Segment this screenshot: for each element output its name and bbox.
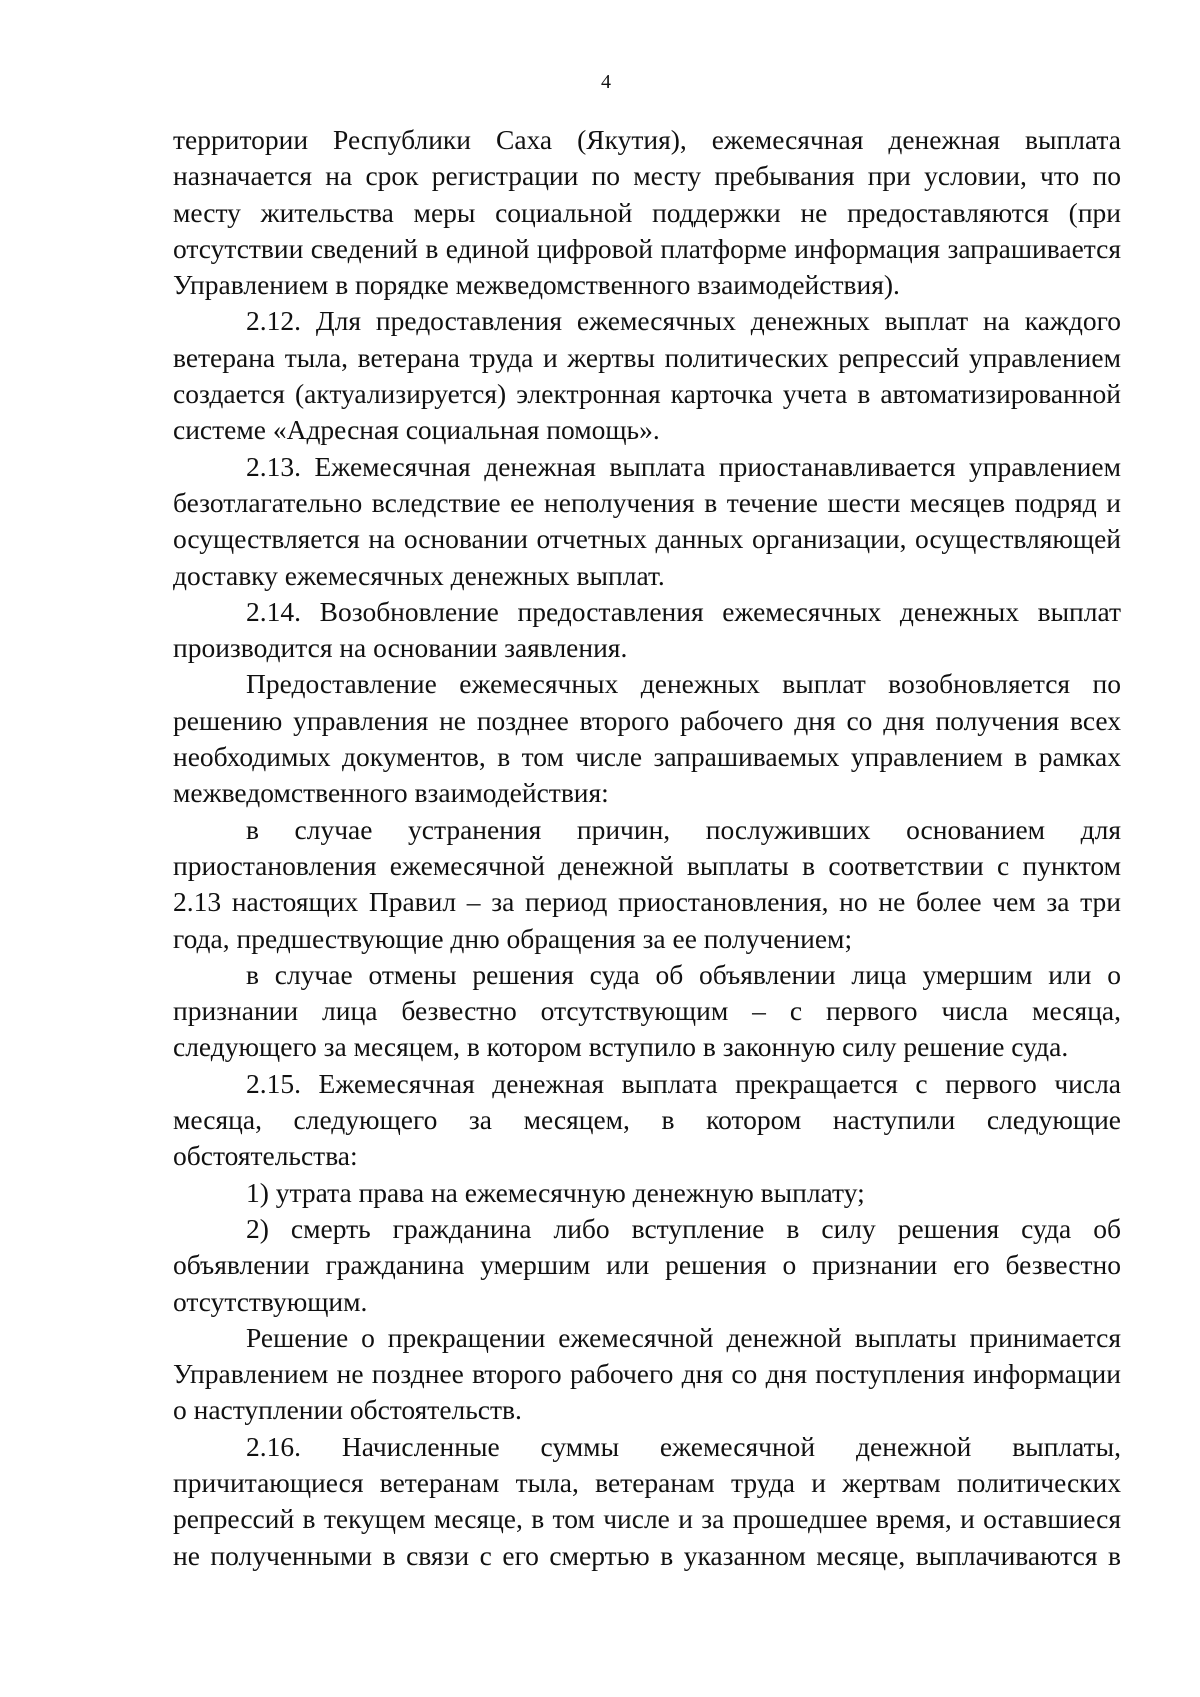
paragraph-2-15: 2.15. Ежемесячная денежная выплата прекращается с первого числа месяца, следующего за месяцем, в котором наступили следующие обстоятельства:	[173, 1067, 1121, 1172]
paragraph-continuation: территории Республики Саха (Якутия), ежемесячная денежная выплата назначается на срок регистрации по месту пребывания при условии, что по месту жительства меры социальной поддержки не предоставляются (при отсутствии сведений в единой цифровой платформе информация запрашивается Управлением в порядке межведомственного взаимодействия).	[173, 124, 1121, 301]
document-body	[173, 122, 1121, 1574]
paragraph-case-elimination: в случае устранения причин, послуживших основанием для приостановления ежемесячной денежной выплаты в соответствии с пунктом 2.13 настоящих Правил – за период приостановления, но не более чем за три года, предшествующие дню обращения за ее получением;	[173, 813, 1121, 954]
paragraph-2-12: 2.12. Для предоставления ежемесячных денежных выплат на каждого ветерана тыла, ветерана труда и жертвы политических репрессий управлением создается (актуализируется) электронная карточка учета в автоматизированной системе «Адресная социальная помощь».	[173, 305, 1121, 446]
page-number: 4	[601, 71, 611, 93]
list-item-1: 1) утрата права на ежемесячную денежную выплату;	[246, 1176, 865, 1208]
paragraph-2-13: 2.13. Ежемесячная денежная выплата приостанавливается управлением безотлагательно вследствие ее неполучения в течение шести месяцев подряд и осуществляется на основании отчетных данных организации, осуществляющей доставку ежемесячных денежных выплат.	[173, 450, 1121, 591]
paragraph-2-14: 2.14. Возобновление предоставления ежемесячных денежных выплат производится на основании заявления.	[173, 595, 1121, 664]
paragraph-2-16: 2.16. Начисленные суммы ежемесячной денежной выплаты, причитающиеся ветеранам тыла, ветеранам труда и жертвам политических репрессий в текущем месяце, в том числе и за прошедшее время, и оставшиеся не полученными в связи с его смертью в указанном месяце, выплачиваются в	[173, 1430, 1121, 1571]
list-item-2: 2) смерть гражданина либо вступление в силу решения суда об объявлении гражданина умершим или решения о признании его безвестно отсутствующим.	[173, 1212, 1121, 1317]
paragraph-resumption: Предоставление ежемесячных денежных выплат возобновляется по решению управления не позднее второго рабочего дня со дня получения всех необходимых документов, в том числе запрашиваемых управлением в рамках межведомственного взаимодействия:	[173, 668, 1121, 809]
paragraph-termination-decision: Решение о прекращении ежемесячной денежной выплаты принимается Управлением не позднее второго рабочего дня со дня поступления информации о наступлении обстоятельств.	[173, 1321, 1121, 1426]
paragraph-case-court-cancel: в случае отмены решения суда об объявлении лица умершим или о признании лица безвестно отсутствующим – с первого числа месяца, следующего за месяцем, в котором вступило в законную силу решение суда.	[173, 958, 1121, 1063]
